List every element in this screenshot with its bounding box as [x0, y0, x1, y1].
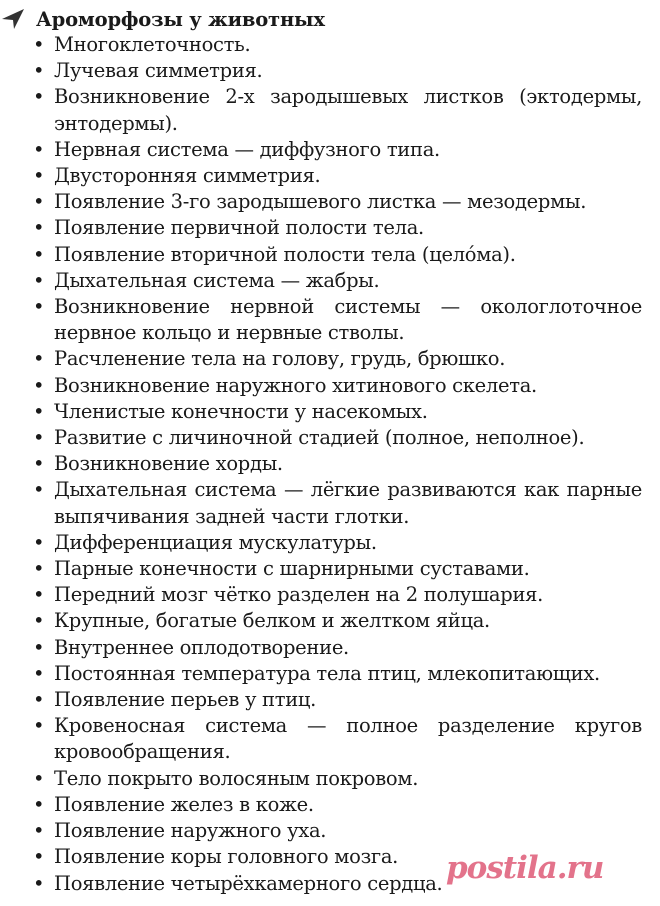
- list-item-text: Возникновение наружного хитинового скелета.: [54, 373, 537, 397]
- bullet: •: [33, 635, 45, 659]
- watermark-logo: postila.ru: [446, 850, 604, 886]
- list-item: [0, 163, 642, 189]
- bullet: •: [33, 478, 45, 502]
- bullet: •: [33, 242, 45, 266]
- list-item: [0, 661, 642, 687]
- bullet: •: [33, 373, 45, 397]
- list-item: [0, 635, 642, 661]
- list-item: [0, 582, 642, 608]
- list-item: [0, 792, 642, 818]
- list-item: [0, 32, 642, 58]
- list-item-text: Крупные, богатые белком и желтком яйца.: [54, 609, 490, 633]
- list-item-text: Возникновение нервной системы — окологлоточное нервное кольцо и нервные стволы.: [54, 295, 642, 345]
- list-item-text: Появление желез в коже.: [54, 792, 314, 816]
- bullet: •: [33, 33, 45, 56]
- list-item: [0, 818, 642, 844]
- list-item: [0, 556, 642, 582]
- list-item-text: Передний мозг чётко разделен на 2 полушария.: [54, 583, 544, 607]
- list-item: [0, 346, 642, 372]
- bullet: •: [33, 216, 45, 240]
- list-item: [0, 294, 642, 346]
- list-item: [0, 766, 642, 792]
- bullet: •: [33, 59, 45, 83]
- list-item-text: Возникновение хорды.: [54, 452, 283, 476]
- list-item-text: Парные конечности с шарнирными суставами.: [54, 557, 530, 581]
- list-item: [0, 215, 642, 241]
- bullet: •: [33, 347, 45, 371]
- arrow-pointer-icon: [2, 9, 24, 29]
- bullet: •: [33, 164, 45, 188]
- list-item: [0, 242, 642, 268]
- bullet: •: [33, 295, 45, 319]
- list-item: [0, 137, 642, 163]
- list-item: [0, 84, 642, 136]
- list-item: [0, 687, 642, 713]
- bullet: •: [33, 661, 45, 685]
- list-item-text: Нервная система — диффузного типа.: [54, 137, 440, 161]
- list-item: [0, 451, 642, 477]
- bullet: •: [33, 714, 45, 738]
- list-item: [0, 373, 642, 399]
- list-item: [0, 713, 642, 765]
- list-item-text: Членистые конечности у насекомых.: [54, 399, 428, 423]
- bullet: •: [33, 845, 45, 869]
- list-item-text: Внутреннее оплодотворение.: [54, 635, 349, 659]
- list-item: [0, 268, 642, 294]
- list-item-text: Постоянная температура тела птиц, млекопитающих.: [54, 661, 600, 685]
- list-item-text: Появление перьев у птиц.: [54, 688, 317, 712]
- bullet: •: [33, 85, 45, 109]
- bullet: •: [33, 688, 45, 712]
- bullet: •: [33, 819, 45, 843]
- list-item-text: Расчленение тела на голову, грудь, брюшко.: [54, 347, 506, 371]
- list-item-text: Появление первичной полости тела.: [54, 216, 424, 240]
- list-item: [0, 477, 642, 529]
- bullet: •: [33, 452, 45, 476]
- list-item-text: Появление 3-го зародышевого листка — мезодермы.: [54, 190, 587, 214]
- list-item: [0, 189, 642, 215]
- bullet: •: [33, 766, 45, 790]
- list-item-text: Дыхательная система — жабры.: [54, 268, 380, 292]
- list-item-text: Возникновение 2-х зародышевых листков (эктодермы, энтодермы).: [54, 85, 642, 135]
- list-item-text: Кровеносная система — полное разделение кругов кровообращения.: [54, 714, 642, 764]
- list-item-text: Многоклеточность.: [54, 33, 251, 56]
- list-item-text: Дифференциация мускулатуры.: [54, 530, 377, 554]
- list-item-text: Тело покрыто волосяным покровом.: [54, 766, 419, 790]
- list-item-text: Появление наружного уха.: [54, 819, 327, 843]
- list-item: [0, 58, 642, 84]
- list-item-text: Дыхательная система — лёгкие развиваются как парные выпячивания задней части глотки.: [54, 478, 642, 528]
- list-item-text: Лучевая симметрия.: [54, 59, 263, 83]
- bullet: •: [33, 530, 45, 554]
- list-item-text: Появление коры головного мозга.: [54, 845, 399, 869]
- list-item: [0, 530, 642, 556]
- list-item: [0, 399, 642, 425]
- list-item-text: Появление вторичной полости тела (целóма).: [54, 242, 516, 266]
- bullet: •: [33, 137, 45, 161]
- aromorphoses-list: [0, 32, 642, 897]
- list-item-text: Двусторонняя симметрия.: [54, 164, 321, 188]
- list-item: [0, 425, 642, 451]
- bullet: •: [33, 583, 45, 607]
- bullet: •: [33, 399, 45, 423]
- list-item-text: Появление четырёхкамерного сердца.: [54, 871, 443, 895]
- bullet: •: [33, 871, 45, 895]
- heading-text: Ароморфозы у животных: [36, 7, 325, 31]
- list-item-text: Развитие с личиночной стадией (полное, неполное).: [54, 426, 585, 450]
- bullet: •: [33, 557, 45, 581]
- list-item: [0, 608, 642, 634]
- bullet: •: [33, 792, 45, 816]
- bullet: •: [33, 609, 45, 633]
- section-heading: [0, 6, 325, 32]
- bullet: •: [33, 268, 45, 292]
- bullet: •: [33, 426, 45, 450]
- bullet: •: [33, 190, 45, 214]
